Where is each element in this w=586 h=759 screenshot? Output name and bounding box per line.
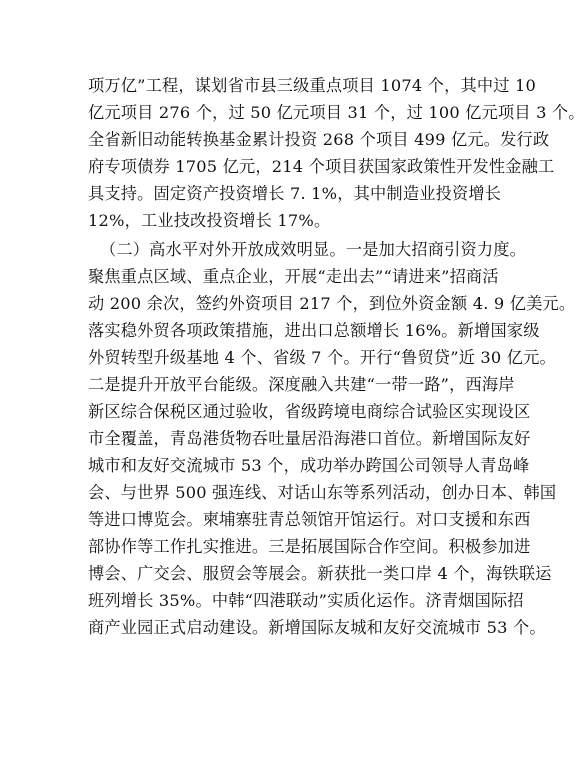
text-line: 具支持。固定资产投资增长 7. 1%，其中制造业投资增长 <box>88 184 502 203</box>
text-line: 12%，工业技改投资增长 17%。 <box>88 211 331 230</box>
text-line: 城市和友好交流城市 53 个，成功举办跨国公司领导人青岛峰 <box>88 456 530 475</box>
text-line: 班列增长 35%。中韩“四港联动”实质化运作。济青烟国际招 <box>88 591 524 610</box>
text-line: 市全覆盖，青岛港货物吞吐量居沿海港口首位。新增国际友好 <box>88 429 531 448</box>
text-line: 府专项债券 1705 亿元，214 个项目获国家政策性开发性金融工 <box>88 157 555 176</box>
text-line: 部协作等工作扎实推进。三是拓展国际合作空间。积极参加进 <box>88 537 531 556</box>
text-line: 二是提升开放平台能级。深度融入共建“一带一路”，西海岸 <box>88 375 515 394</box>
text-line: 亿元项目 276 个，过 50 亿元项目 31 个，过 100 亿元项目 3 个。 <box>88 103 585 122</box>
text-line-paragraph-start: （二）高水平对外开放成效明显。一是加大招商引资力度。 <box>100 240 527 259</box>
text-line: 落实稳外贸各项政策措施，进出口总额增长 16%。新增国家级 <box>88 321 540 340</box>
text-line: 聚焦重点区域、重点企业，开展“走出去”“请进来”招商活 <box>88 267 499 286</box>
text-line: 项万亿”工程，谋划省市县三级重点项目 1074 个，其中过 10 <box>88 76 537 95</box>
text-line: 新区综合保税区通过验收，省级跨境电商综合试验区实现设区 <box>88 402 531 421</box>
text-line: 博会、广交会、服贸会等展会。新获批一类口岸 4 个，海铁联运 <box>88 564 552 583</box>
text-line: 会、与世界 500 强连线、对话山东等系列活动，创办日本、韩国 <box>88 483 557 502</box>
text-line: 商产业园正式启动建设。新增国际友城和友好交流城市 53 个。 <box>88 618 546 637</box>
text-line: 外贸转型升级基地 4 个、省级 7 个。开行“鲁贸贷”近 30 亿元。 <box>88 348 556 367</box>
text-line: 全省新旧动能转换基金累计投资 268 个项目 499 亿元。发行政 <box>88 130 550 149</box>
text-line: 动 200 余次，签约外资项目 217 个，到位外资金额 4. 9 亿美元。 <box>88 294 576 313</box>
text-line: 等进口博览会。柬埔寨驻青总领馆开馆运行。对口支援和东西 <box>88 510 531 529</box>
